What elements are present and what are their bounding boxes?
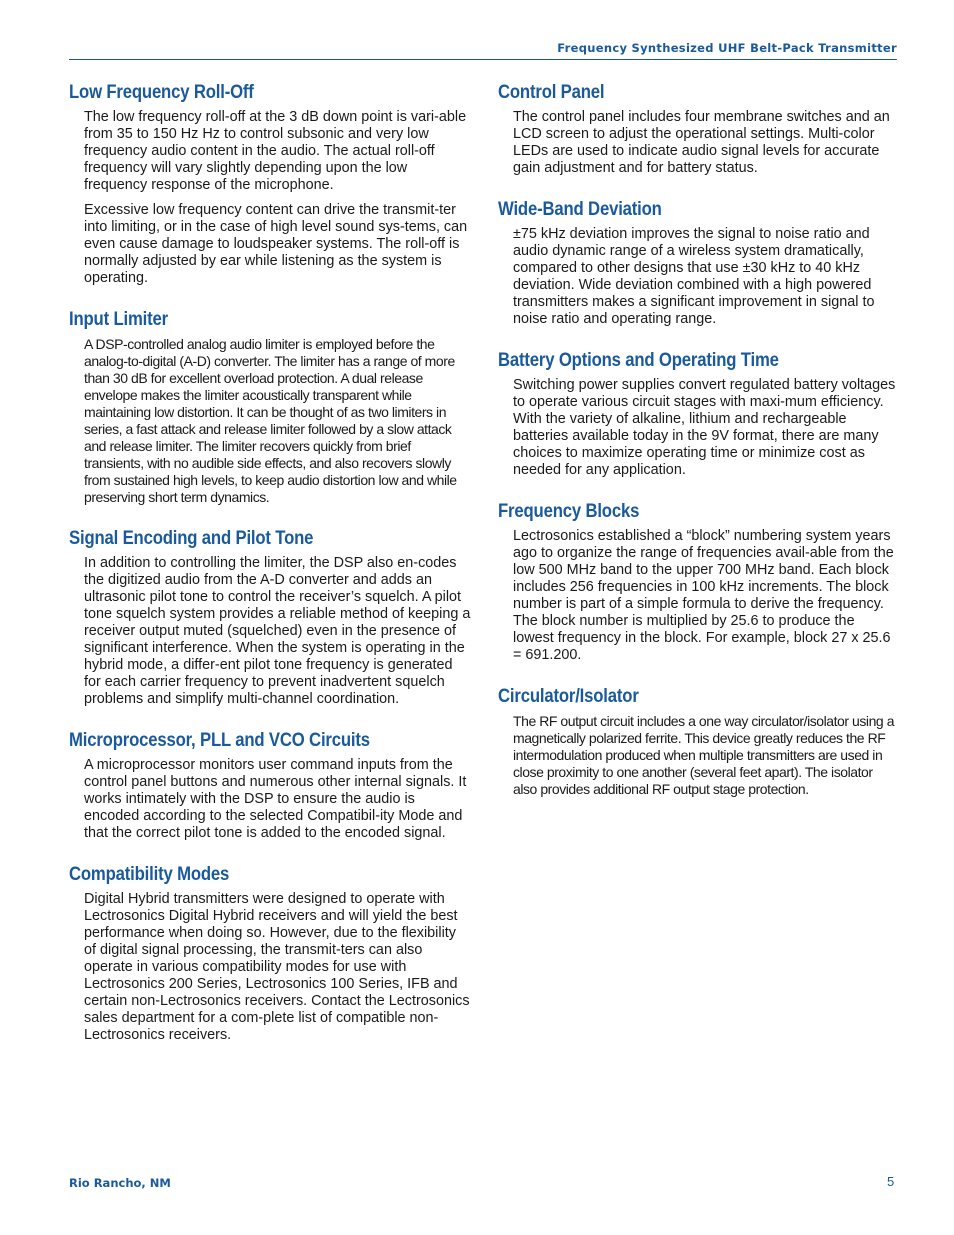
section-input-limiter xyxy=(69,309,471,506)
footer-location: Rio Rancho, NM xyxy=(69,1176,171,1190)
section-battery-options xyxy=(498,350,897,479)
section-heading: Microprocessor, PLL and VCO Circuits xyxy=(69,730,370,751)
section-paragraph: In addition to controlling the limiter, the DSP also en-codes the digitized audio from the A-D converter and adds an ultrasonic pilot tone to control the receiver’s squelch. A pilot tone squelch system provides a reliable method of keeping a receiver output muted (squelched) even in the presence of significant interference. When the system is operating in the hybrid mode, a differ-ent pilot tone frequency is generated for each carrier frequency to prevent inadvertent squelch problems and simplify multi-channel coordination. xyxy=(84,555,471,707)
section-heading: Battery Options and Operating Time xyxy=(498,350,779,371)
section-heading: Low Frequency Roll-Off xyxy=(69,82,254,103)
section-paragraph: ±75 kHz deviation improves the signal to noise ratio and audio dynamic range of a wireless system dramatically, compared to other designs that use ±30 kHz to 40 kHz deviation. Wide deviation combined with a high powered transmitters makes a significant improvement in signal to noise ratio and operating range. xyxy=(513,226,875,327)
section-heading: Circulator/Isolator xyxy=(498,686,639,707)
section-frequency-blocks xyxy=(498,501,897,664)
running-header-title: Frequency Synthesized UHF Belt-Pack Transmitter xyxy=(557,41,897,55)
section-paragraph: The control panel includes four membrane switches and an LCD screen to adjust the operational settings. Multi-color LEDs are used to indicate audio signal levels for accurate gain adjustment and for battery status. xyxy=(513,109,890,176)
section-paragraph: A DSP-controlled analog audio limiter is employed before the analog-to-digital (A-D) converter. The limiter has a range of more than 30 dB for excellent overload protection. A dual release envelope makes the limiter acoustically transparent while maintaining low distortion. It can be thought of as two limiters in series, a fast attack and release limiter followed by a slow attack and release limiter. The limiter recovers quickly from brief transients, with no audible side effects, and also recovers slowly from sustained high levels, to keep audio distortion low and while preserving short term dynamics. xyxy=(84,336,457,505)
section-paragraph: Excessive low frequency content can drive the transmit-ter into limiting, or in the case of high level sound sys-tems, can even cause damage to loudspeaker systems. The roll-off is normally adjusted by ear while listening as the system is operating. xyxy=(84,202,468,286)
section-compatibility-modes xyxy=(69,864,471,1044)
section-low-frequency-roll-off xyxy=(69,82,471,287)
section-control-panel xyxy=(498,82,897,177)
section-paragraph: Lectrosonics established a “block” numbering system years ago to organize the range of frequencies avail-able from the low 500 MHz band to the upper 700 MHz band. Each block includes 256 frequencies in 100 kHz increments. The block number is part of a simple formula to derive the frequency. The block number is multiplied by 25.6 to produce the lowest frequency in the block. For example, block 27 x 25.6 = 691.200. xyxy=(513,528,894,663)
right-column xyxy=(498,82,897,806)
section-heading: Input Limiter xyxy=(69,309,168,330)
section-paragraph: The RF output circuit includes a one way circulator/isolator using a magnetically polarized ferrite. This device greatly reduces the RF intermodulation produced when multiple transmitters are used in close proximity to one another (several feet apart). The isolator also provides additional RF output stage protection. xyxy=(513,713,895,797)
section-microprocessor xyxy=(69,730,471,842)
section-paragraph: A microprocessor monitors user command inputs from the control panel buttons and numerous other internal signals. It works intimately with the DSP to ensure the audio is encoded according to the selected Compatibil-ity Mode and that the correct pilot tone is added to the encoded signal. xyxy=(84,757,467,841)
section-wide-band-deviation xyxy=(498,199,897,328)
section-heading: Control Panel xyxy=(498,82,605,103)
header-rule xyxy=(69,59,897,60)
section-signal-encoding xyxy=(69,528,471,708)
section-paragraph: Digital Hybrid transmitters were designed to operate with Lectrosonics Digital Hybrid receivers and will yield the best performance when doing so. However, due to the flexibility of digital signal processing, the transmit-ters can also operate in various compatibility modes for use with Lectrosonics 200 Series, Lectrosonics 100 Series, IFB and certain non-Lectrosonics receivers. Contact the Lectrosonics sales department for a com-plete list of compatible non-Lectrosonics receivers. xyxy=(84,891,470,1043)
section-heading: Frequency Blocks xyxy=(498,501,640,522)
section-paragraph: The low frequency roll-off at the 3 dB down point is vari-able from 35 to 150 Hz Hz to control subsonic and very low frequency audio content in the audio. The actual roll-off frequency will vary slightly depending upon the low frequency response of the microphone. xyxy=(84,109,467,193)
section-circulator-isolator xyxy=(498,686,897,798)
section-heading: Wide-Band Deviation xyxy=(498,199,662,220)
page-number: 5 xyxy=(887,1174,895,1189)
section-paragraph: Switching power supplies convert regulated battery voltages to operate various circuit stages with maxi-mum efficiency. With the variety of alkaline, lithium and rechargeable batteries available today in the 9V format, there are many choices to maximize operating time or minimize cost as needed for any application. xyxy=(513,377,896,478)
section-heading: Signal Encoding and Pilot Tone xyxy=(69,528,314,549)
section-heading: Compatibility Modes xyxy=(69,864,230,885)
left-column xyxy=(69,82,471,1052)
